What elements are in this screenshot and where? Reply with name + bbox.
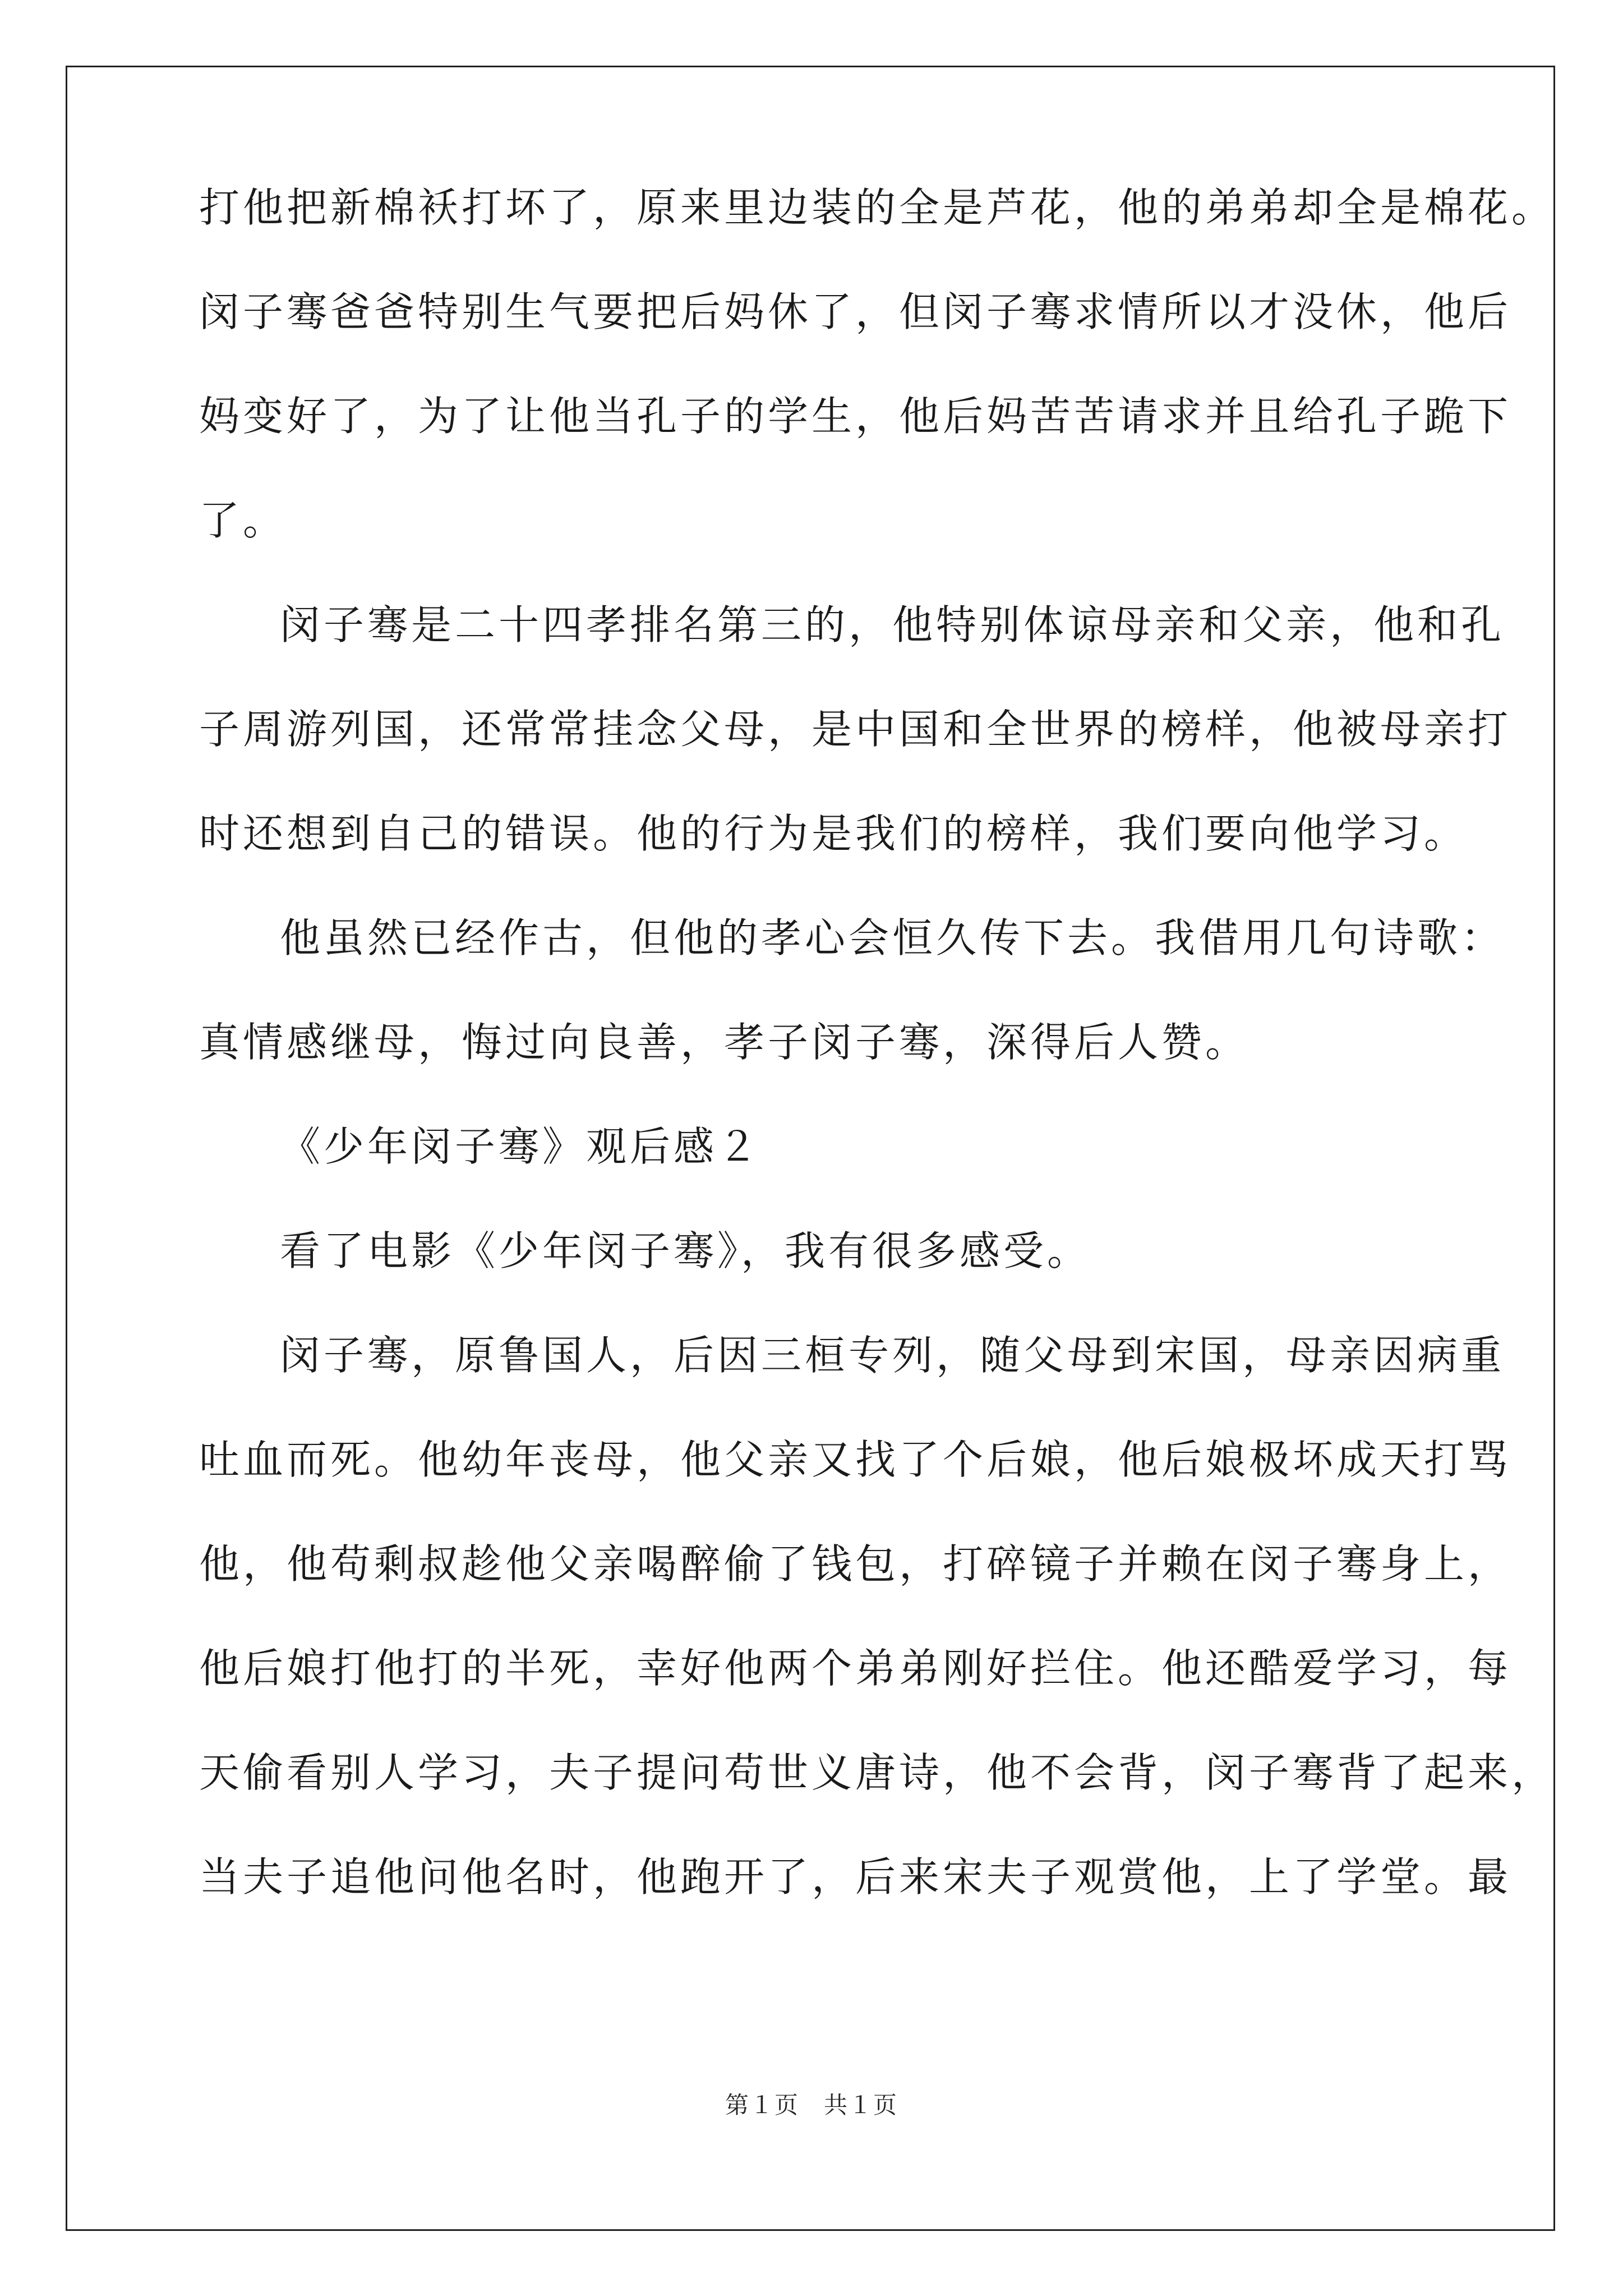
paragraph-start: 他虽然已经作古，但他的孝心会恒久传下去。我借用几句诗歌： [280, 914, 1505, 961]
text-line: 时还想到自己的错误。他的行为是我们的榜样，我们要向他学习。 [199, 810, 1468, 857]
text-line: 了。 [199, 497, 287, 544]
text-line: 妈变好了，为了让他当孔子的学生，他后妈苦苦请求并且给孔子跪下 [199, 393, 1512, 440]
paragraph-start: 闵子骞，原鲁国人，后因三桓专列，随父母到宋国，母亲因病重 [280, 1332, 1505, 1379]
text-line: 吐血而死。他幼年丧母，他父亲又找了个后娘，他后娘极坏成天打骂 [199, 1436, 1512, 1483]
section-title: 《少年闵子骞》观后感２ [280, 1123, 762, 1170]
page-footer: 第１页 共１页 [725, 2091, 898, 2119]
text-line: 他后娘打他打的半死，幸好他两个弟弟刚好拦住。他还酷爱学习，每 [199, 1645, 1512, 1692]
text-line: 子周游列国，还常常挂念父母，是中国和全世界的榜样，他被母亲打 [199, 706, 1512, 753]
text-line: 他，他苟剩叔趁他父亲喝醉偷了钱包，打碎镜子并赖在闵子骞身上， [199, 1540, 1512, 1588]
paragraph-start: 看了电影《少年闵子骞》，我有很多感受。 [280, 1227, 1091, 1274]
paragraph-start: 闵子骞是二十四孝排名第三的，他特别体谅母亲和父亲，他和孔 [280, 601, 1505, 648]
text-line: 当夫子追他问他名时，他跑开了，后来宋夫子观赏他，上了学堂。最 [199, 1853, 1512, 1901]
text-line: 天偷看别人学习，夫子提问苟世义唐诗，他不会背，闵子骞背了起来， [199, 1749, 1556, 1796]
text-line: 闵子骞爸爸特别生气要把后妈休了，但闵子骞求情所以才没休，他后 [199, 288, 1512, 335]
text-line: 打他把新棉袄打坏了，原来里边装的全是芦花，他的弟弟却全是棉花。 [199, 184, 1556, 231]
text-line: 真情感继母，悔过向良善，孝子闵子骞，深得后人赞。 [199, 1019, 1249, 1066]
